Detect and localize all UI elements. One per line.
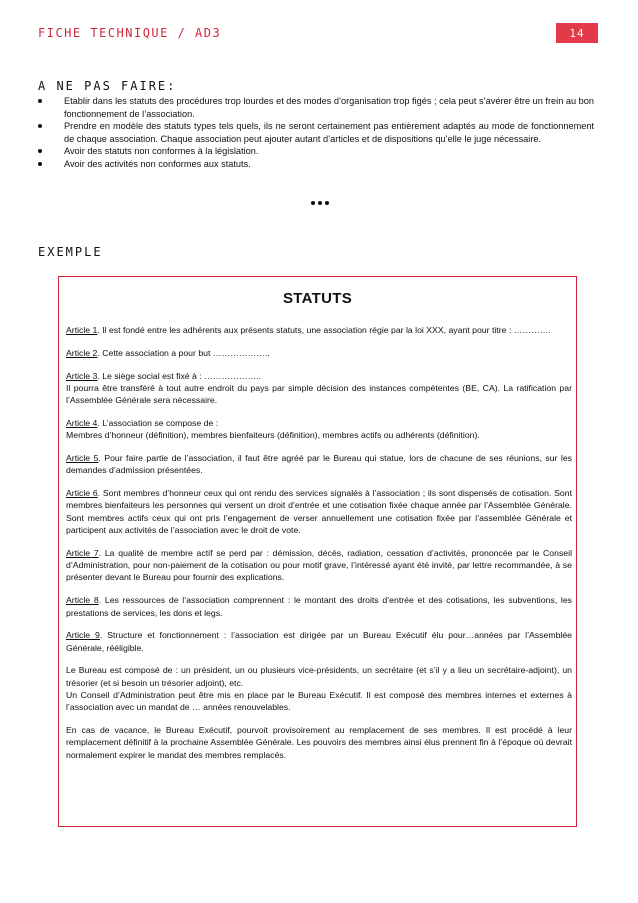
article-label: Article 6 bbox=[66, 488, 98, 499]
article-5 bbox=[66, 452, 572, 477]
article-9 bbox=[66, 629, 572, 654]
article-1 bbox=[66, 324, 572, 336]
avoid-list-item: Prendre en modèle des statuts types tels quels, ils ne seront certainement pas entièrement adaptés au mode de fonctionnement de chaque association. Chaque association peut ajouter autant d’articles et de dispositions qu’elle le juge nécessaire. bbox=[38, 120, 594, 145]
article-label: Article 8 bbox=[66, 595, 99, 606]
article-text: . Pour faire partie de l’association, il faut être agréé par le Bureau qui statue, lors de chacune de ses réunions, sur les demandes d’admission présentées. bbox=[66, 453, 573, 476]
article-label: Article 9 bbox=[66, 630, 100, 641]
article-7 bbox=[66, 547, 572, 584]
article-label: Article 5 bbox=[66, 453, 99, 464]
article-text: . Les ressources de l’association comprennent : le montant des droits d’entrée et des cotisations, les subventions, les prestations de services, les dons et legs. bbox=[66, 595, 572, 618]
statuts-articles bbox=[66, 324, 572, 772]
article-text: Membres d’honneur (définition), membres bienfaiteurs (définition), membres actifs ou adhérents (définition). bbox=[66, 430, 480, 441]
article-3 bbox=[66, 370, 572, 407]
avoid-section-heading: A NE PAS FAIRE: bbox=[38, 79, 177, 93]
avoid-list-item: Avoir des activités non conformes aux statuts. bbox=[38, 158, 594, 171]
example-section-heading: EXEMPLE bbox=[38, 245, 103, 259]
article-text: . Structure et fonctionnement : l’association est dirigée par un Bureau Exécutif élu pour…années par l’Assemblée Générale, rééligible. bbox=[66, 630, 572, 653]
article-text: Il pourra être transféré à tout autre endroit du pays par simple décision des instances compétentes (BE, CA). La ratification par l’Assemblée Générale sera nécessaire. bbox=[66, 382, 572, 406]
article-text: . L’association se compose de : bbox=[97, 417, 219, 428]
article-6 bbox=[66, 487, 572, 536]
article-4 bbox=[66, 417, 572, 442]
article-text: . Le siège social est fixé à : ……………….. bbox=[97, 370, 262, 381]
article-label: Article 3 bbox=[66, 370, 98, 381]
avoid-list-item: Etablir dans les statuts des procédures trop lourdes et des modes d’organisation trop figés ; cela peut s’avérer être un frein au bon fonctionnement de l’association. bbox=[38, 95, 594, 120]
article-label: Article 4 bbox=[66, 417, 98, 428]
section-separator-dots bbox=[311, 201, 329, 205]
article-2 bbox=[66, 347, 572, 359]
article-8 bbox=[66, 594, 572, 619]
article-text: . Cette association a pour but ……………….. bbox=[97, 347, 270, 358]
vacance-paragraph: En cas de vacance, le Bureau Exécutif, pourvoit provisoirement au remplacement de ses membres. Il est procédé à leur remplacement définitif à la prochaine Assemblée Générale. Les pouvoirs des membres ainsi élus prennent fin à l’époque où devrait normalement expirer le mandat des membres remplacés. bbox=[66, 725, 572, 760]
statuts-title: STATUTS bbox=[282, 290, 353, 307]
article-label: Article 7 bbox=[66, 547, 99, 558]
document-header-title: FICHE TECHNIQUE / AD3 bbox=[38, 26, 222, 40]
bureau-paragraph bbox=[66, 664, 572, 713]
article-text: . Il est fondé entre les adhérents aux présents statuts, une association régie par la loi XXX, ayant pour titre : …………. bbox=[97, 325, 551, 335]
article-text: . Sont membres d’honneur ceux qui ont rendu des services signalés à l’association ; ils sont dispensés de cotisation. Sont membres bienfaiteurs les personnes qui versent un droit d’entrée et une cotisation fixée chaque année par l’Assemblée Générale. Sont membres actifs ceux qui ont pris l’engagement de verser annuellement une cotisation fixée par l’assemblée Générale et participent aux activités de l’association avec le droit de vote. bbox=[66, 488, 572, 536]
article-text: . La qualité de membre actif se perd par : démission, décès, radiation, cessation d’activités, prononcée par le Conseil d’Administration, pour non-paiement de la cotisation ou pour motif grave, l’intéressé ayant été invité, par lettre recommandée, à se présenter devant le Bureau pour fournir des explications. bbox=[66, 547, 572, 583]
paragraph-text: Le Bureau est composé de : un président, un ou plusieurs vice-présidents, un secrétaire (et s’il y a lieu un secrétaire-adjoint), un trésorier (et si besoin un trésorier adjoint), etc. bbox=[66, 665, 572, 688]
page-number-badge: 14 bbox=[556, 23, 598, 43]
avoid-list bbox=[38, 95, 594, 171]
article-label: Article 2 bbox=[66, 347, 98, 358]
avoid-list-item: Avoir des statuts non conformes à la législation. bbox=[38, 145, 594, 158]
article-label: Article 1 bbox=[66, 325, 98, 335]
paragraph-text: Un Conseil d’Administration peut être mis en place par le Bureau Exécutif. Il est composé des membres internes et externes à l’association avec un mandat de … années renouvelables. bbox=[66, 690, 572, 713]
